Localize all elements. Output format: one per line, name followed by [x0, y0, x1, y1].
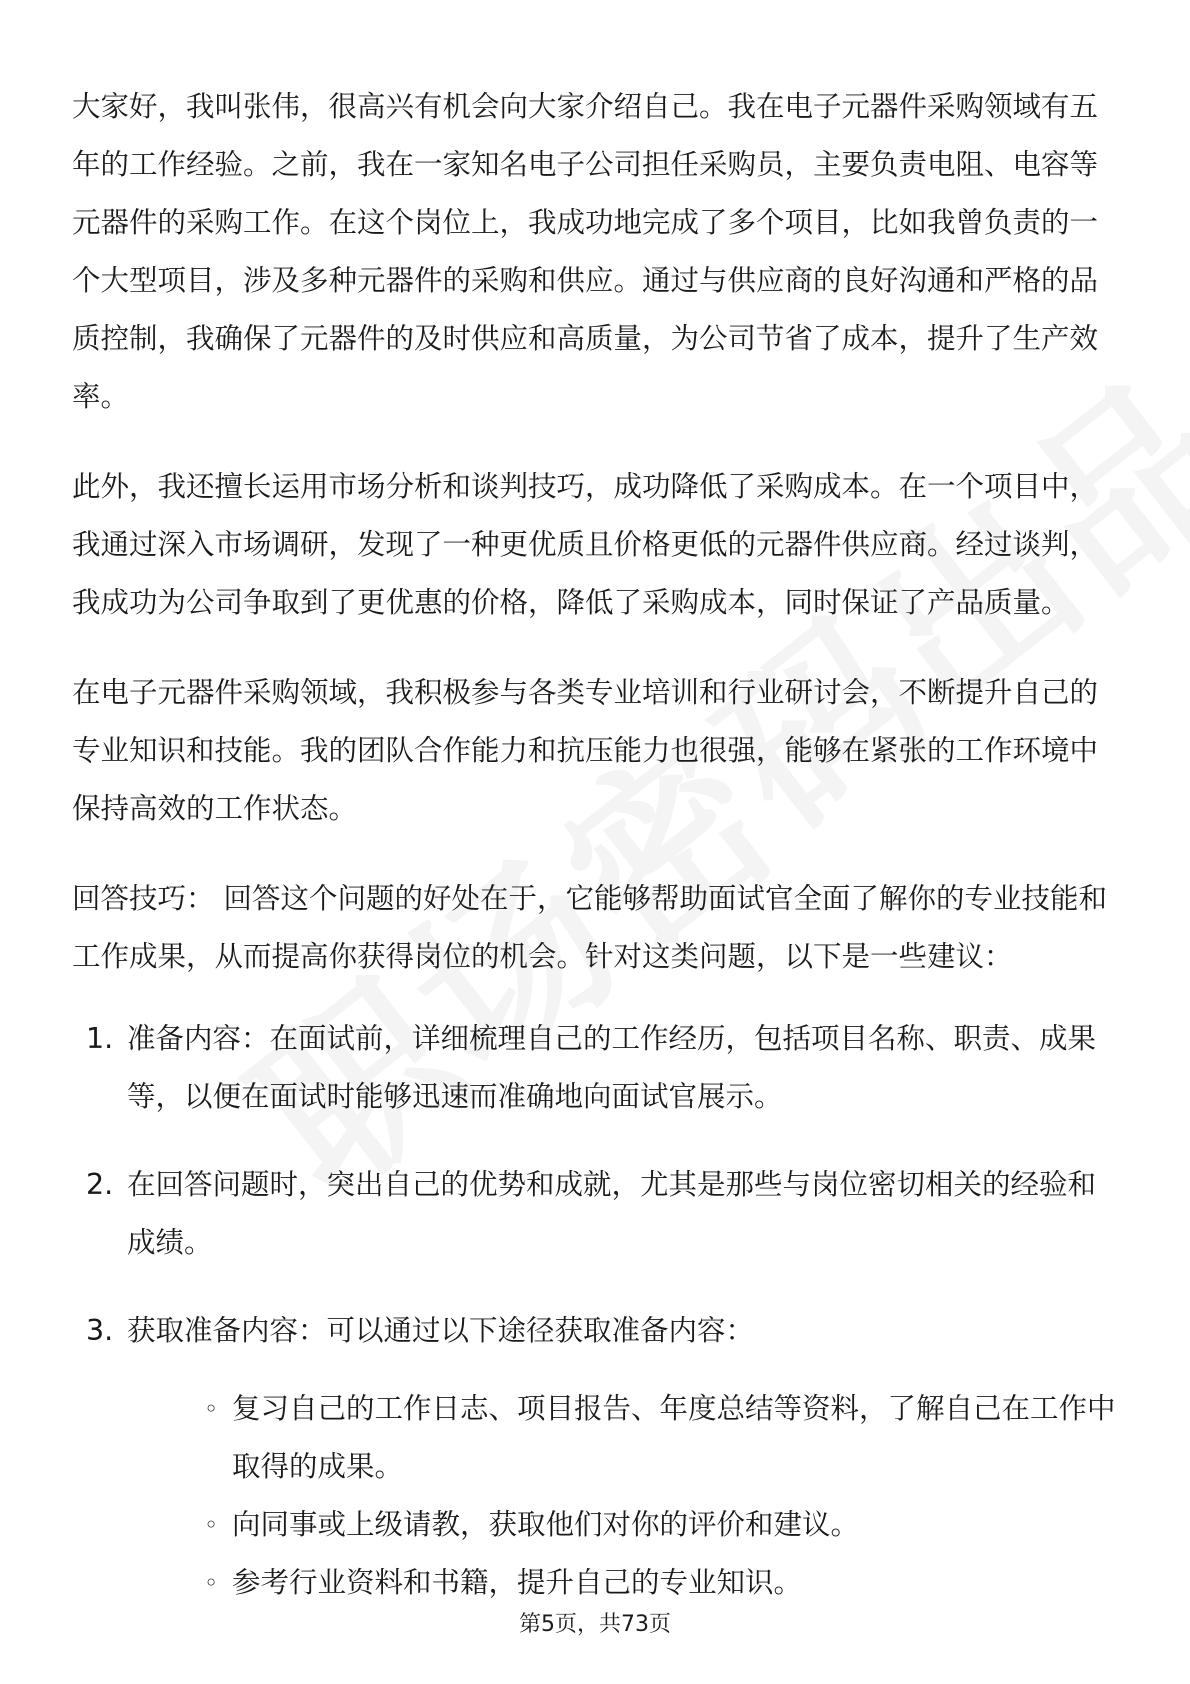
list-item-text: 在回答问题时，突出自己的优势和成就，尤其是那些与岗位密切相关的经验和成绩。	[127, 1168, 1097, 1259]
list-item	[72, 1010, 1122, 1126]
list-item	[72, 1156, 1122, 1272]
list-number: 1.	[86, 1022, 114, 1055]
sub-list-item-text: 参考行业资料和书籍，提升自己的专业知识。	[232, 1566, 803, 1599]
bullet-icon: ◦	[204, 1569, 219, 1597]
intro-paragraph: 大家好，我叫张伟，很高兴有机会向大家介绍自己。我在电子元器件采购领域有五年的工作经验。之前，我在一家知名电子公司担任采购员，主要负责电阻、电容等元器件的采购工作。在这个岗位上，我成功地完成了多个项目，比如我曾负责的一个大型项目，涉及多种元器件的采购和供应。通过与供应商的良好沟通和严格的品质控制，我确保了元器件的及时供应和高质量，为公司节省了成本，提升了生产效率。	[72, 90, 1099, 413]
document-body	[72, 78, 1122, 1642]
sub-list-item	[182, 1380, 1122, 1496]
sub-list-item-text: 向同事或上级请教，获取他们对你的评价和建议。	[232, 1508, 860, 1541]
list-number: 2.	[86, 1168, 114, 1201]
answer-tips-paragraph: 回答技巧： 回答这个问题的好处在于，它能够帮助面试官全面了解你的专业技能和工作成果，从而提高你获得岗位的机会。针对这类问题，以下是一些建议：	[72, 882, 1108, 973]
skills-paragraph: 此外，我还擅长运用市场分析和谈判技巧，成功降低了采购成本。在一个项目中，我通过深入市场调研，发现了一种更优质且价格更低的元器件供应商。经过谈判，我成功为公司争取到了更优惠的价格，降低了采购成本，同时保证了产品质量。	[72, 470, 1099, 619]
list-item	[72, 1302, 1122, 1612]
bullet-icon: ◦	[204, 1395, 219, 1423]
sub-list	[127, 1380, 1122, 1612]
bullet-icon: ◦	[204, 1511, 219, 1539]
sub-list-item	[182, 1554, 1122, 1612]
sub-list-item	[182, 1496, 1122, 1554]
training-paragraph: 在电子元器件采购领域，我积极参与各类专业培训和行业研讨会，不断提升自己的专业知识和技能。我的团队合作能力和抗压能力也很强，能够在紧张的工作环境中保持高效的工作状态。	[72, 676, 1099, 825]
sub-list-item-text: 复习自己的工作日志、项目报告、年度总结等资料，了解自己在工作中取得的成果。	[232, 1392, 1116, 1483]
list-number: 3.	[86, 1314, 114, 1347]
tips-list	[72, 1010, 1122, 1612]
list-item-text: 获取准备内容：可以通过以下途径获取准备内容：	[127, 1314, 755, 1347]
list-item-text: 准备内容：在面试前，详细梳理自己的工作经历，包括项目名称、职责、成果等，以便在面试时能够迅速而准确地向面试官展示。	[127, 1022, 1097, 1113]
page-number-footer: 第5页，共73页	[519, 1612, 671, 1637]
